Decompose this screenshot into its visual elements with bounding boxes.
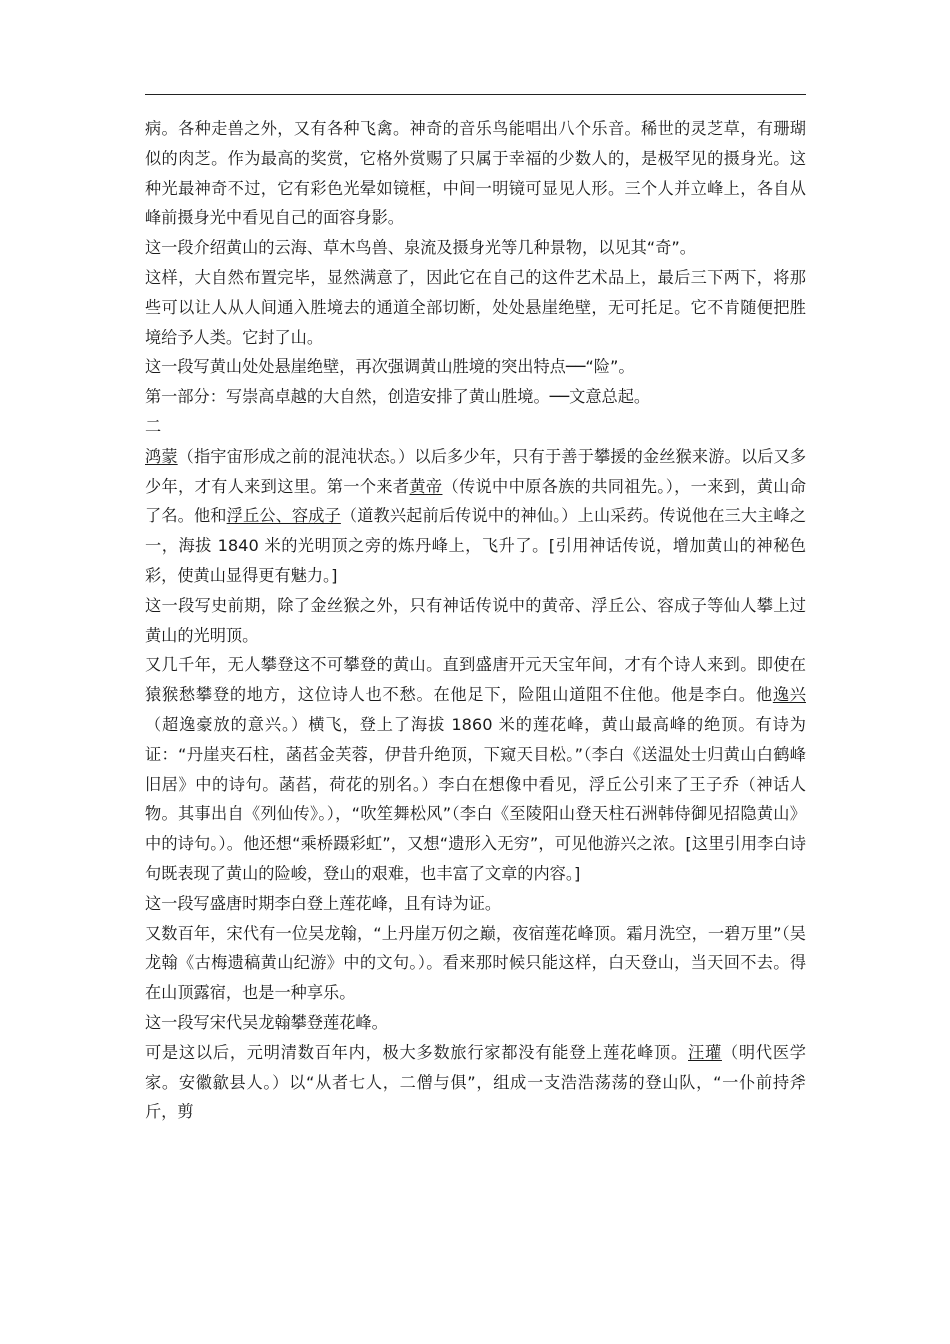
text-run: 可是这以后，元明清数百年内，极大多数旅行家都没有能登上莲花峰顶。: [145, 1042, 688, 1062]
text-run: 又几千年，无人攀登这不可攀登的黄山。直到盛唐开元天宝年间，才有个诗人来到。即使在猿猴愁攀登的地方，这位诗人也不愁。在他足下，险阻山道阻不住他。他是李白。他: [145, 655, 806, 705]
text-run: 病。各种走兽之外，又有各种飞禽。神奇的音乐鸟能唱出八个乐音。稀世的灵芝草，有珊瑚似的肉芝。作为最高的奖赏，它格外赏赐了只属于幸福的少数人的，是极罕见的摄身光。这种光最神奇不过，它有彩色光晕如镜框，中间一明镜可显见人形。三个人并立峰上，各自从峰前摄身光中看见自己的面容身影。: [145, 119, 806, 228]
annotated-term: 鸿蒙: [145, 446, 178, 466]
text-run: 这一段写史前期，除了金丝猴之外，只有神话传说中的黄帝、浮丘公、容成子等仙人攀上过黄山的光明顶。: [145, 595, 806, 645]
paragraph: [145, 889, 806, 919]
text-run: 这一段介绍黄山的云海、草木鸟兽、泉流及摄身光等几种景物，以见其“奇”。: [145, 238, 696, 258]
paragraph: [145, 233, 806, 263]
annotated-term: 黄帝: [409, 476, 443, 496]
paragraph: [145, 1008, 806, 1038]
text-run: （道教兴起前后传说中的神仙。）上山采药。传说他在三大主峰之一，海拔 1840 米的光明顶之旁的炼丹峰上，飞升了。[引用神话传说，增加黄山的神秘色彩，使黄山显得更有魅力。]: [145, 506, 807, 585]
annotated-term: 汪瓘: [688, 1042, 722, 1062]
document-body: [145, 114, 806, 1127]
annotated-term: 浮丘公、容成子: [226, 506, 341, 526]
text-run: 这一段写宋代吴龙翰攀登莲花峰。: [145, 1012, 388, 1032]
text-run: （超逸豪放的意兴。）横飞，登上了海拔 1860 米的莲花峰，黄山最高峰的绝顶。有诗为证：“丹崖夹石柱，菡萏金芙蓉，伊昔升绝顶，下窥天目松。”（李白《送温处士归黄山白鹤峰旧居》中的诗句。菡萏，荷花的别名。）李白在想像中看见，浮丘公引来了王子乔（神话人物。其事出自《列仙传》。），“吹笙舞松风”（李白《至陵阳山登天柱石洲韩侍御见招隐黄山》中的诗句。）。他还想“乘桥蹑彩虹”，又想“遗形入无穷”，可见他游兴之浓。[这里引用李白诗句既表现了黄山的险峻，登山的艰难，也丰富了文章的内容。]: [145, 714, 806, 883]
paragraph: [145, 412, 806, 442]
paragraph: [145, 263, 806, 352]
text-run: 这样，大自然布置完毕，显然满意了，因此它在自己的这件艺术品上，最后三下两下，将那些可以让人从人间通入胜境去的通道全部切断，处处悬崖绝壁，无可托足。它不肯随便把胜境给予人类。它封了山。: [145, 267, 806, 347]
paragraph: [145, 1038, 806, 1127]
text-run: 又数百年，宋代有一位吴龙翰，“上丹崖万仞之巅，夜宿莲花峰顶。霜月洗空，一碧万里”（吴龙翰《古梅遗稿黄山纪游》中的文句。）。看来那时候只能这样，白天登山，当天回不去。得在山顶露宿，也是一种享乐。: [145, 923, 806, 1003]
text-run: 这一段写盛唐时期李白登上莲花峰，且有诗为证。: [145, 893, 502, 913]
text-run: （传说中中原各族的共同祖先。），一来到，黄山命了名。他和: [145, 476, 807, 526]
paragraph: [145, 650, 806, 888]
text-run: （明代医学家。安徽歙县人。）以“从者七人，二僧与俱”，组成一支浩浩荡荡的登山队，“一仆前持斧斤，剪: [145, 1042, 806, 1122]
paragraph: [145, 352, 806, 382]
text-run: 第一部分：写崇高卓越的大自然，创造安排了黄山胜境。──文意总起。: [145, 387, 651, 407]
paragraph: [145, 442, 806, 591]
text-run: 二: [145, 416, 162, 436]
paragraph: [145, 382, 806, 412]
paragraph: [145, 919, 806, 1008]
paragraph: [145, 114, 806, 233]
paragraph: [145, 591, 806, 651]
text-run: （指宇宙形成之前的混沌状态。）以后多少年，只有于善于攀援的金丝猴来游。以后又多少年，才有人来到这里。第一个来者: [145, 446, 807, 496]
header-rule: [145, 94, 806, 95]
annotated-term: 逸兴: [772, 685, 806, 705]
text-run: 这一段写黄山处处悬崖绝壁，再次强调黄山胜境的突出特点──“险”。: [145, 357, 635, 377]
